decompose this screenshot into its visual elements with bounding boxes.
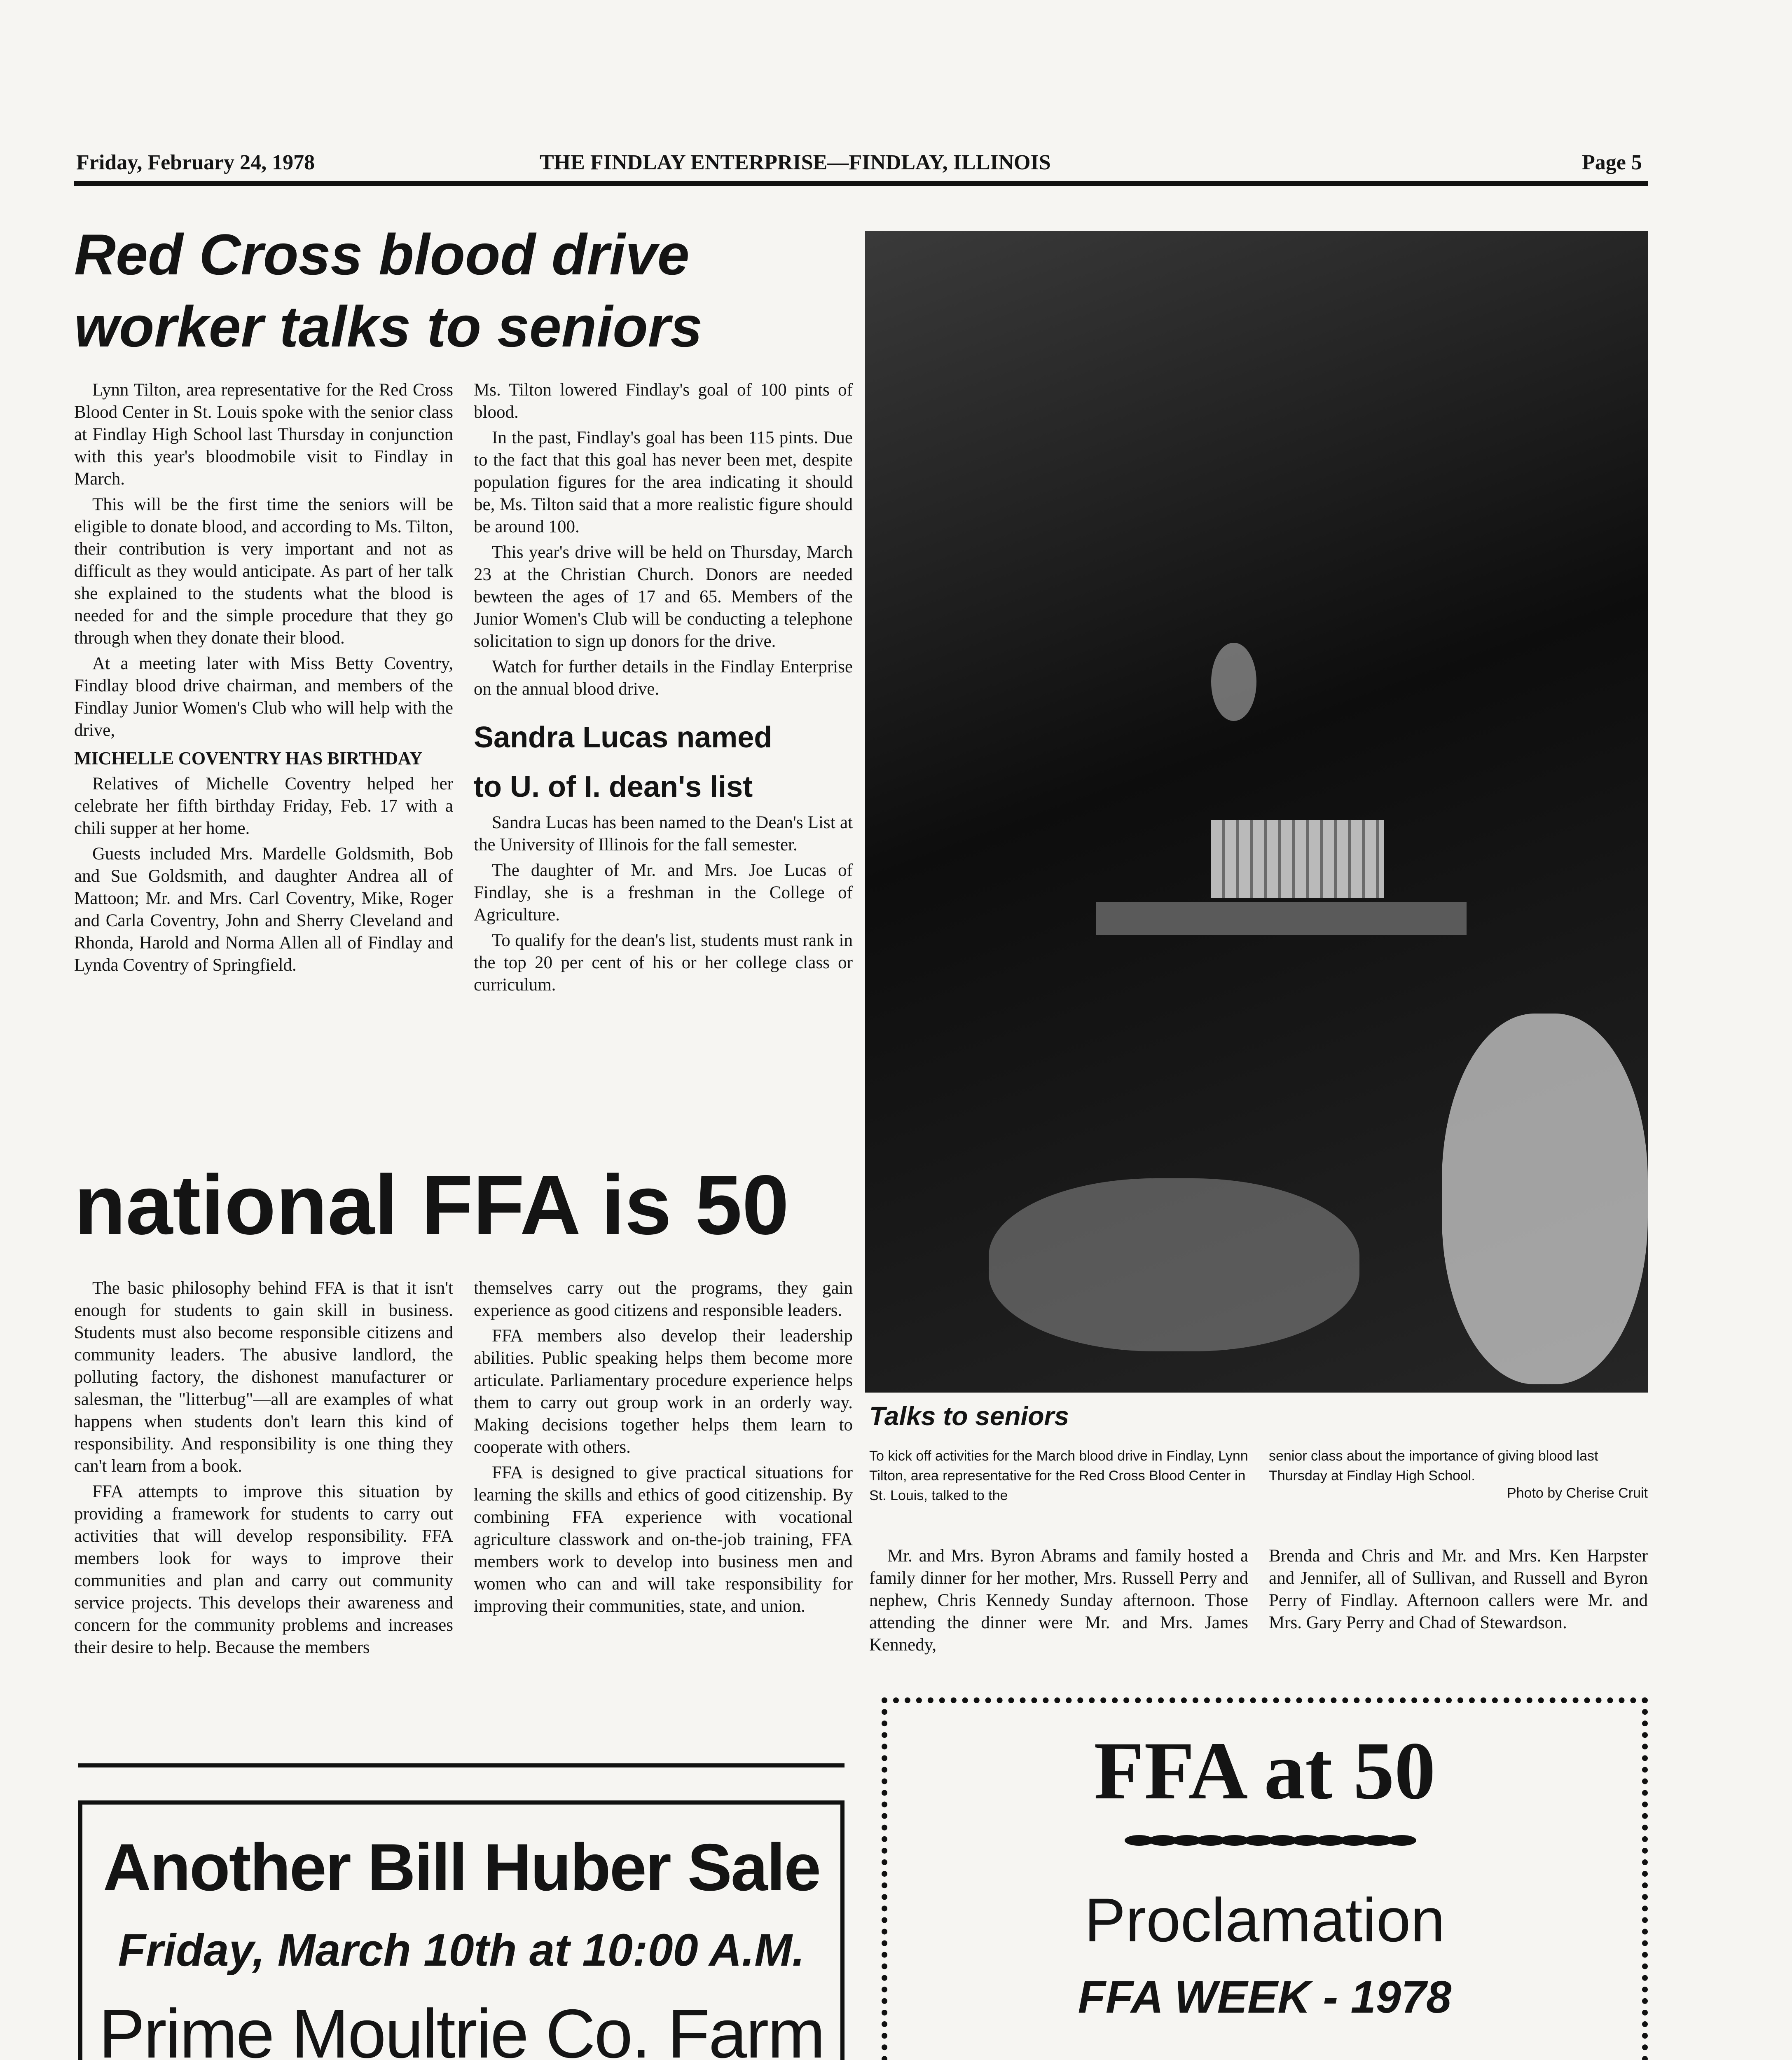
huber-sale-ad: [78, 1800, 845, 2060]
ffa-proclamation-ad: [882, 1697, 1648, 2060]
ad-title: Another Bill Huber Sale: [103, 1830, 820, 1905]
student-seat: [989, 1178, 1359, 1351]
paragraph: The daughter of Mr. and Mrs. Joe Lucas of Findlay, she is a freshman in the College of Agriculture.: [474, 861, 853, 925]
paragraph: themselves carry out the programs, they gain experience as good citizens and responsible leaders.: [474, 1278, 853, 1320]
paragraph: FFA is designed to give practical situations for learning the skills and ethics of good citizenship. By combining FFA experience with vocational agriculture classwork and on-the-job training, FFA members work to develop into business men and women who can and will take responsibility for improving their communities, state, and union.: [474, 1463, 853, 1616]
paragraph: FFA attempts to improve this situation by providing a framework for students to carry out activities that will develop responsibility. FFA members look for ways to improve their communities and plan and carry out community service projects. This develops their awareness and concern for the community problems and increases their desire to help. Because the members: [74, 1482, 453, 1657]
proclamation-subtitle: Proclamation: [1084, 1885, 1445, 1955]
paragraph: Guests included Mrs. Mardelle Goldsmith, Bob and Sue Goldsmith, and daughter Andrea all of Mattoon; Mr. and Mrs. Carl Coventry, Mike, Roger and Carla Coventry, John and Sherry Cleveland and Rhonda, Harold and Norma Allen all of Findlay and Lynda Coventry of Springfield.: [74, 844, 453, 975]
paragraph: This will be the first time the seniors will be eligible to donate blood, and according to Ms. Tilton, their contribution is very important and not as difficult as they would anticipate. As part of her talk she explained to the students what the blood is needed for and the simple procedure that they go through when they donate their blood.: [74, 495, 453, 648]
lucas-headline-line1: Sandra Lucas named: [474, 721, 772, 754]
photo-caption-left: To kick off activities for the March blood drive in Findlay, Lynn Tilton, area representative for the Red Cross Blood Center in St. Louis, talked to the: [869, 1448, 1248, 1503]
photo-credit: Photo by Cherise Cruit: [1507, 1485, 1648, 1501]
paragraph: To qualify for the dean's list, students must rank in the top 20 per cent of his or her college class or curriculum.: [474, 931, 853, 995]
header-rule: [74, 181, 1648, 186]
paragraph: Sandra Lucas has been named to the Dean's List at the University of Illinois for the fall semester.: [474, 813, 853, 854]
paragraph: At a meeting later with Miss Betty Coventry, Findlay blood drive chairman, and members of the Findlay Junior Women's Club who will help with the drive,: [74, 654, 453, 740]
ffa-column-2: [474, 1277, 853, 1621]
paragraph: In the past, Findlay's goal has been 115 pints. Due to the fact that this goal has never been met, despite population figures for the area indicating it should be, Ms. Tilton said that a more realistic figure should be around 100.: [474, 428, 853, 536]
paragraph: Watch for further details in the Findlay Enterprise on the annual blood drive.: [474, 657, 853, 699]
lucas-headline: [474, 713, 853, 812]
abrams-item-right: [1269, 1545, 1648, 1637]
paragraph: Ms. Tilton lowered Findlay's goal of 100 pints of blood.: [474, 380, 853, 422]
paper-name: THE FINDLAY ENTERPRISE—FINDLAY, ILLINOIS: [540, 151, 1051, 174]
speaker-figure: [1211, 643, 1256, 721]
photo-caption-right: senior class about the importance of giving blood last Thursday at Findlay High School.: [1269, 1448, 1598, 1484]
page-number: Page 5: [1582, 151, 1642, 174]
lucas-headline-line2: to U. of I. dean's list: [474, 770, 753, 803]
desk: [1096, 902, 1467, 935]
issue-date: Friday, February 24, 1978: [76, 151, 315, 174]
proclamation-week: FFA WEEK - 1978: [1078, 1972, 1452, 2023]
paragraph: This year's drive will be held on Thursday, March 23 at the Christian Church. Donors are needed bewteen the ages of 17 and 65. Members of the Junior Women's Club will be conducting a telephone solicitation to sign up donors for the drive.: [474, 543, 853, 651]
photo-caption-title: Talks to seniors: [869, 1401, 1069, 1431]
red-cross-headline-line2: worker talks to seniors: [74, 294, 703, 359]
birthday-kicker: MICHELLE COVENTRY HAS BIRTHDAY: [74, 748, 423, 768]
red-cross-headline: [74, 218, 898, 363]
paragraph: Mr. and Mrs. Byron Abrams and family hosted a family dinner for her mother, Mrs. Russell Perry and nephew, Chris Kennedy Sunday afternoon. Those attending the dinner were Mr. and Mrs. James Kennedy,: [869, 1546, 1248, 1655]
ad-sale-date: Friday, March 10th at 10:00 A.M.: [118, 1925, 805, 1976]
paragraph: Lynn Tilton, area representative for the Red Cross Blood Center in St. Louis spoke with the senior class at Findlay High School last Thursday in conjunction with this year's bloodmobile visit to Findlay in March.: [74, 380, 453, 489]
ad-top-rule: [78, 1763, 845, 1767]
proclamation-title: FFA at 50: [1094, 1725, 1436, 1817]
ffa-column-1: [74, 1277, 453, 1662]
red-cross-column-1: [74, 379, 453, 980]
paragraph: Brenda and Chris and Mr. and Mrs. Ken Harpster and Jennifer, all of Sullivan, and Russell and Byron Perry of Findlay. Afternoon callers were Mr. and Mrs. Gary Perry and Chad of Stewardson.: [1269, 1546, 1648, 1632]
books-on-desk: [1211, 820, 1384, 898]
paragraph: Relatives of Michelle Coventry helped her celebrate her fifth birthday Friday, Feb. 17 with a chili supper at her home.: [74, 774, 453, 838]
student-foreground: [1442, 1014, 1648, 1384]
red-cross-column-2: [474, 379, 853, 1000]
ad-subject: Prime Moultrie Co. Farm: [98, 1995, 824, 2060]
paragraph: FFA members also develop their leadership abilities. Public speaking helps them become more articulate. Parliamentary procedure experience helps them to carry out group work in an orderly way. Making decisions together helps them learn to cooperate with others.: [474, 1326, 853, 1457]
ornament-divider-top: [1064, 1835, 1476, 1847]
ffa-headline: national FFA is 50: [74, 1158, 789, 1252]
paragraph: The basic philosophy behind FFA is that it isn't enough for students to gain skill in business. Students must also become responsible citizens and community leaders. The abusive landlord, the polluting factory, the dishonest manufacturer or salesman, the "litterbug"—all are examples of what happens when students don't learn this kind of responsibility. And responsibility is one thing they can't learn from a book.: [74, 1278, 453, 1476]
red-cross-headline-line1: Red Cross blood drive: [74, 222, 690, 287]
seniors-photo: [865, 231, 1648, 1393]
abrams-item-left: [869, 1545, 1248, 1660]
